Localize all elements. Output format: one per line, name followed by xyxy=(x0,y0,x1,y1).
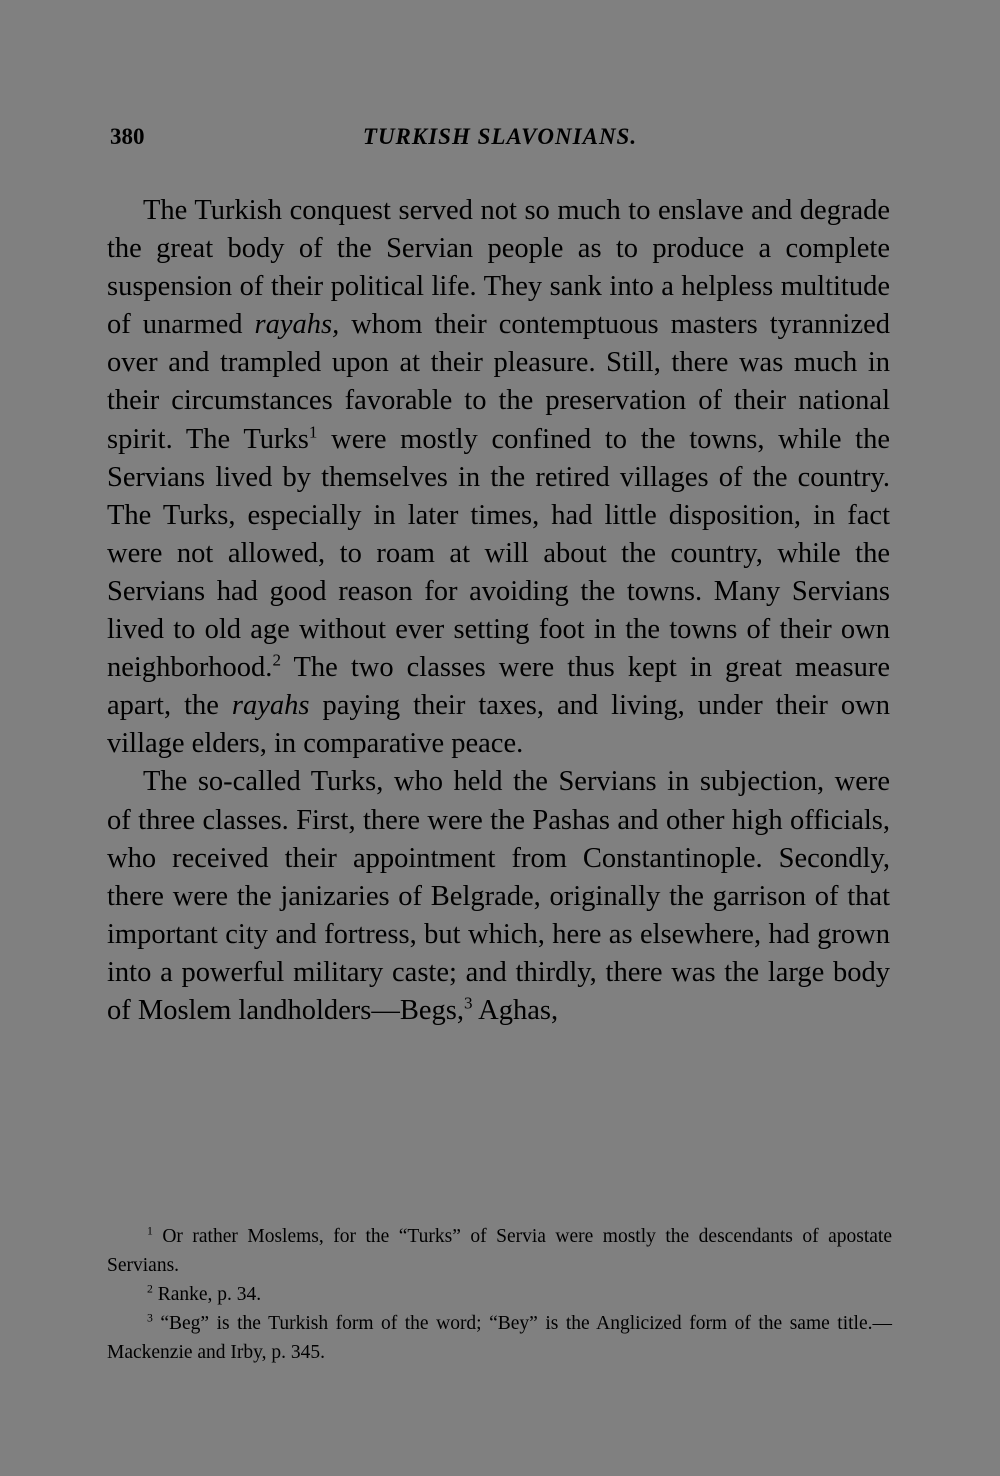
italic-term-rayahs-2: rayahs xyxy=(231,690,310,722)
paragraph-1 xyxy=(107,192,890,763)
footnote-1-text: Or rather Moslems, for the “Turks” of Servia were mostly the descendants of apostate Servians. xyxy=(107,1226,892,1276)
page-number: 380 xyxy=(110,124,145,149)
footnotes xyxy=(107,1222,892,1367)
paragraph-1-text-e: paying their taxes, and living, under their own village elders, in comparative peace. xyxy=(107,690,890,760)
paragraph-1-text-b: whom their contemptuous masters tyrannized over and trampled upon at their pleasure. Still, there was much in their circumstances favorable to the preservation of their national spirit. The Turks xyxy=(107,309,890,455)
paragraph-1-text-a: The Turkish conquest served not so much to enslave and degrade the great body of the Servian people as to produce a complete suspension of their political life. They sank into a helpless multitude of unarmed xyxy=(107,195,890,341)
footnote-2-text: Ranke, p. 34. xyxy=(152,1284,262,1305)
paragraph-1-text-d: The two classes were thus kept in great measure apart, the xyxy=(107,652,890,722)
footnote-ref-2: 2 xyxy=(272,650,281,670)
footnote-ref-3: 3 xyxy=(464,993,473,1013)
italic-term-rayahs-1: rayahs, xyxy=(254,309,340,341)
footnote-3 xyxy=(107,1309,892,1367)
footnote-2-mark: 2 xyxy=(147,1282,153,1296)
footnote-3-mark: 3 xyxy=(147,1311,153,1325)
footnote-3-text: “Beg” is the Turkish form of the word; “Bey” is the Anglicized form of the same title.—Mackenzie and Irby, p. 345. xyxy=(107,1313,892,1363)
page-header xyxy=(110,124,890,158)
paragraph-2 xyxy=(107,763,890,1030)
paragraph-2-text-a: The so-called Turks, who held the Servians in subjection, were of three classes. First, there were the Pashas and other high officials, who received their appointment from Constantinople. Secondly, there were the janizaries of Belgrade, originally the garrison of that important city and fortress, but which, here as elsewhere, had grown into a powerful military caste; and thirdly, there was the large body of Moslem landholders—Begs, xyxy=(107,766,890,1026)
footnote-1-mark: 1 xyxy=(147,1224,153,1238)
body-text xyxy=(107,192,890,1030)
paragraph-2-text-b: Aghas, xyxy=(472,994,559,1026)
footnote-ref-1: 1 xyxy=(308,422,318,442)
footnote-1 xyxy=(107,1222,892,1280)
paragraph-1-text-c: were mostly confined to the towns, while the Servians lived by themselves in the retired villages of the country. The Turks, especially in later times, had little disposition, in fact were not allowed, to roam at will about the country, while the Servians had good reason for avoiding the towns. Many Servians lived to old age without ever setting foot in the towns of their own neighborhood. xyxy=(107,423,890,684)
running-head: TURKISH SLAVONIANS. xyxy=(362,124,638,149)
footnote-2 xyxy=(107,1280,892,1309)
